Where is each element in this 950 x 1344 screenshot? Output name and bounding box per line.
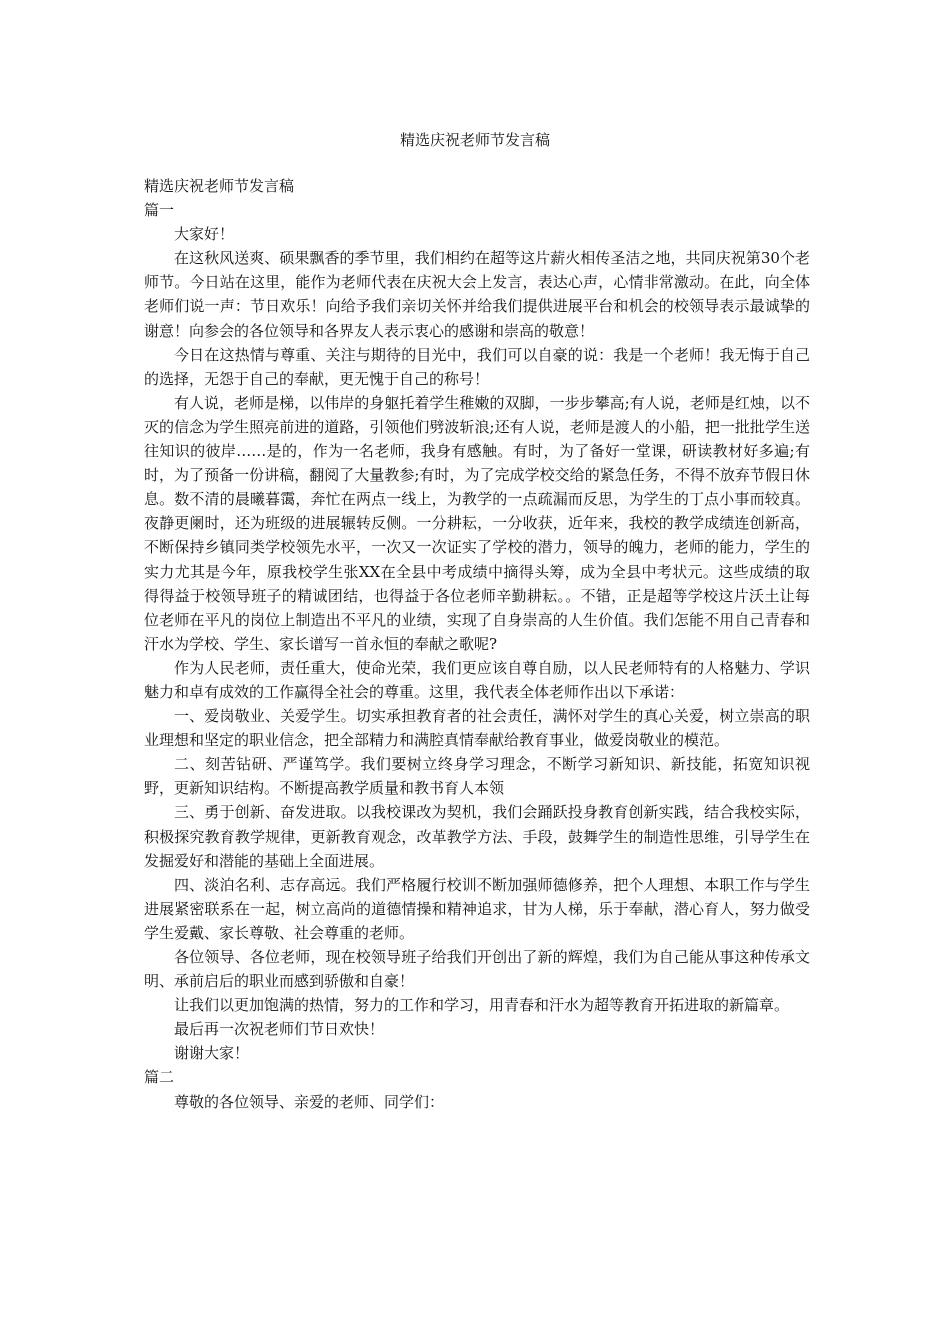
paragraph: 各位领导、各位老师，现在校领导班子给我们开创出了新的辉煌，我们为自己能从事这种传承文明、承前启后的职业而感到骄傲和自豪！ xyxy=(144,948,810,991)
paragraph: 精选庆祝老师节发言稿 xyxy=(144,177,295,195)
paragraph: 二、刻苦钻研、严谨笃学。我们要树立终身学习理念，不断学习新知识、新技能，拓宽知识视野，更新知识结构。不断提高教学质量和教书育人本领 xyxy=(144,755,810,798)
paragraph: 让我们以更加饱满的热情，努力的工作和学习，用青春和汗水为超等教育开拓进取的新篇章。 xyxy=(174,996,790,1015)
document-title: 精选庆祝老师节发言稿 xyxy=(399,131,550,149)
paragraph: 篇二 xyxy=(144,1068,175,1087)
paragraph: 今日在这热情与尊重、关注与期待的目光中，我们可以自豪的说：我是一个老师！我无悔于自己的选择，无怨于自己的奉献，更无愧于自己的称号！ xyxy=(144,345,810,388)
paragraph: 篇一 xyxy=(144,201,175,220)
document-body xyxy=(144,174,810,1114)
paragraph: 谢谢大家！ xyxy=(174,1044,250,1063)
paragraph: 四、淡泊名利、志存高远。我们严格履行校训不断加强师德修养，把个人理想、本职工作与学生进展紧密联系在一起，树立高尚的道德情操和精神追求，甘为人梯，乐于奉献，潜心育人，努力做受学生爱戴、家长尊敬、社会尊重的老师。 xyxy=(144,875,810,942)
paragraph: 最后再一次祝老师们节日欢快！ xyxy=(174,1020,385,1039)
paragraph: 一、爱岗敬业、关爱学生。切实承担教育者的社会责任，满怀对学生的真心关爱，树立崇高的职业理想和坚定的职业信念，把全部精力和满腔真情奉献给教育事业，做爱岗敬业的模范。 xyxy=(144,707,810,750)
paragraph: 尊敬的各位领导、亲爱的老师、同学们： xyxy=(174,1092,445,1111)
paragraph: 有人说，老师是梯，以伟岸的身躯托着学生稚嫩的双脚，一步步攀高;有人说，老师是红烛，以不灭的信念为学生照亮前进的道路，引领他们劈波斩浪;还有人说，老师是渡人的小船，把一批批学生送往知识的彼岸……是的，作为一名老师，我身有感触。有时，为了备好一堂课，研读教材好多遍;有时，为了预备一份讲稿，翻阅了大量教参;有时，为了完成学校交给的紧急任务，不得不放弃节假日休息。数不清的晨曦暮霭，奔忙在两点一线上，为教学的一点疏漏而反思，为学生的丁点小事而较真。夜静更阑时，还为班级的进展辗转反侧。一分耕耘，一分收获，近年来，我校的教学成绩连创新高，不断保持乡镇同类学校领先水平，一次又一次证实了学校的潜力，领导的魄力，老师的能力，学生的实力尤其是今年，原我校学生张XX在全县中考成绩中摘得头筹，成为全县中考状元。这些成绩的取得得益于校领导班子的精诚团结，也得益于各位老师辛勤耕耘。。不错，正是超等学校这片沃土让每位老师在平凡的岗位上制造出不平凡的业绩，实现了自身崇高的人生价值。我们怎能不用自己青春和汗水为学校、学生、家长谱写一首永恒的奉献之歌呢? xyxy=(144,393,810,653)
paragraph: 三、勇于创新、奋发进取。以我校课改为契机，我们会踊跃投身教育创新实践，结合我校实际，积极探究教育教学规律，更新教育观念，改革教学方法、手段，鼓舞学生的制造性思维，引导学生在发掘爱好和潜能的基础上全面进展。 xyxy=(144,803,810,870)
paragraph: 作为人民老师，责任重大，使命光荣，我们更应该自尊自励，以人民老师特有的人格魅力、学识魅力和卓有成效的工作赢得全社会的尊重。这里，我代表全体老师作出以下承诺： xyxy=(144,658,810,701)
paragraph: 大家好！ xyxy=(174,225,235,244)
paragraph: 在这秋风送爽、硕果飘香的季节里，我们相约在超等这片薪火相传圣洁之地，共同庆祝第30个老师节。今日站在这里，能作为老师代表在庆祝大会上发言，表达心声，心情非常激动。在此，向全体老师们说一声：节日欢乐！向给予我们亲切关怀并给我们提供进展平台和机会的校领导表示最诚挚的谢意！向参会的各位领导和各界友人表示衷心的感谢和崇高的敬意！ xyxy=(144,249,810,340)
